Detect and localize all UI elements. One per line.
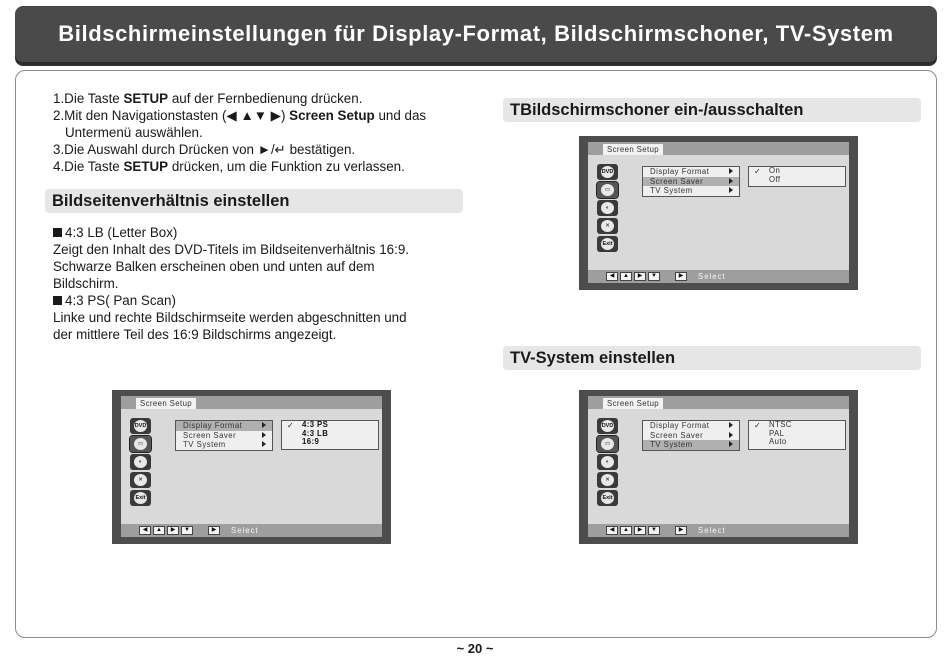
screen-setup-display-format [112,390,391,544]
setup-icon-column [597,164,623,254]
page-number: ~ 20 ~ [456,641,494,656]
option-list [748,166,846,187]
option-on[interactable]: ✓ On [754,166,781,176]
option-4-3-ps[interactable]: ✓ 4:3 PS [287,420,329,430]
arrow-right-icon [262,432,266,438]
down-key-icon: ▼ [181,526,193,535]
page-title: Bildschirmeinstellungen für Display-Format, Bildschirmschoner, TV-System [58,21,894,46]
menu-item-display-format[interactable]: Display Format [643,421,739,431]
tools-icon: ✕ [597,218,618,234]
checkmark-icon: ✓ [287,421,295,430]
screen-setup-tv-system [579,390,858,544]
checkmark-icon: ✓ [754,421,762,430]
arrow-right-icon [729,187,733,193]
left-key-icon: ◀ [606,526,618,535]
aspect-description: 4:3 LB (Letter Box) Zeigt den Inhalt des DVD-Titels im Bildseitenverhältnis 16:9. Schwarze Balken erscheinen oben und unten auf dem Bildschirm. 4:3 PS( Pan Scan) Linke und rechte Bildschirmseite werden abgeschnitten und der mittlere Teil des 16:9 Bildschirms angezeigt. [53,224,453,343]
section-heading-aspect: Bildseitenverhältnis einstellen [45,189,463,213]
arrow-right-icon [729,432,733,438]
option-pal[interactable]: PAL [769,428,785,438]
arrow-right-icon [729,441,733,447]
headphone-icon: ◐ [597,200,618,216]
up-key-icon: ▲ [620,272,632,281]
screen-footer: ◀ ▲ ▶ ▼ ▶ Select [121,524,382,537]
left-key-icon: ◀ [139,526,151,535]
option-16-9[interactable]: 16:9 [302,437,320,446]
instruction-steps [53,90,473,175]
enter-key-icon: ▶ [208,526,220,535]
exit-icon: Exit [597,490,618,506]
setup-icon-column [130,418,156,508]
menu-item-screen-saver[interactable]: Screen Saver [643,431,739,441]
step-item: 3.Die Auswahl durch Drücken von ►/↵ bestätigen. [53,142,356,157]
setup-icon-column [597,418,623,508]
arrow-right-icon [262,441,266,447]
menu-item-tv-system[interactable]: TV System [643,440,739,450]
enter-key-icon: ▶ [675,272,687,281]
disc-icon: DVD [597,418,618,434]
option-ps: 4:3 PS( Pan Scan) [53,292,453,309]
screen-title: Screen Setup [603,144,663,155]
setup-menu [175,420,273,451]
tools-icon: ✕ [130,472,151,488]
arrow-right-icon [729,422,733,428]
disc-icon: DVD [130,418,151,434]
menu-item-display-format[interactable]: Display Format [643,167,739,177]
menu-item-display-format[interactable]: Display Format [176,421,272,431]
headphone-icon: ◐ [597,454,618,470]
menu-item-screen-saver[interactable]: Screen Saver [176,431,272,441]
right-key-icon: ▶ [634,526,646,535]
step-item: 2.Mit den Navigationstasten (◀ ▲▼ ▶) Screen Setup und das Untermenü auswählen. [53,108,427,140]
arrow-right-icon [729,178,733,184]
screen-setup-saver [579,136,858,290]
menu-item-tv-system[interactable]: TV System [176,440,272,450]
menu-item-tv-system[interactable]: TV System [643,186,739,196]
checkmark-icon: ✓ [754,167,762,176]
step-item: 4.Die Taste SETUP drücken, um die Funktion zu verlassen. [53,159,405,174]
exit-icon: Exit [130,490,151,506]
enter-key-icon: ▶ [675,526,687,535]
section-heading-tv-system: TV-System einstellen [503,346,921,370]
option-off[interactable]: Off [769,174,781,184]
headphone-icon: ◐ [130,454,151,470]
down-key-icon: ▼ [648,272,660,281]
exit-icon: Exit [597,236,618,252]
tools-icon: ✕ [597,472,618,488]
step-item: 1.Die Taste SETUP auf der Fernbedienung drücken. [53,91,363,106]
up-key-icon: ▲ [620,526,632,535]
screen-footer: ◀ ▲ ▶ ▼ ▶ Select [588,524,849,537]
right-key-icon: ▶ [634,272,646,281]
bullet-square-icon [53,228,62,237]
option-ntsc[interactable]: ✓ NTSC [754,420,792,430]
screen-footer: ◀ ▲ ▶ ▼ ▶ Select [588,270,849,283]
page-title-banner [15,6,937,62]
monitor-icon: ▭ [597,436,618,452]
arrow-right-icon [262,422,266,428]
option-4-3-lb[interactable]: 4:3 LB [302,428,329,438]
option-list [748,420,846,450]
setup-menu [642,420,740,451]
option-lb: 4:3 LB (Letter Box) [53,224,453,241]
option-auto[interactable]: Auto [769,437,787,446]
setup-menu [642,166,740,197]
up-key-icon: ▲ [153,526,165,535]
section-heading-screensaver: TBildschirmschoner ein-/ausschalten [503,98,921,122]
right-key-icon: ▶ [167,526,179,535]
screen-title: Screen Setup [136,398,196,409]
option-list [281,420,379,450]
monitor-icon: ▭ [130,436,151,452]
menu-item-screen-saver[interactable]: Screen Saver [643,177,739,187]
down-key-icon: ▼ [648,526,660,535]
screen-title: Screen Setup [603,398,663,409]
bullet-square-icon [53,296,62,305]
left-key-icon: ◀ [606,272,618,281]
arrow-right-icon [729,168,733,174]
disc-icon: DVD [597,164,618,180]
monitor-icon: ▭ [597,182,618,198]
